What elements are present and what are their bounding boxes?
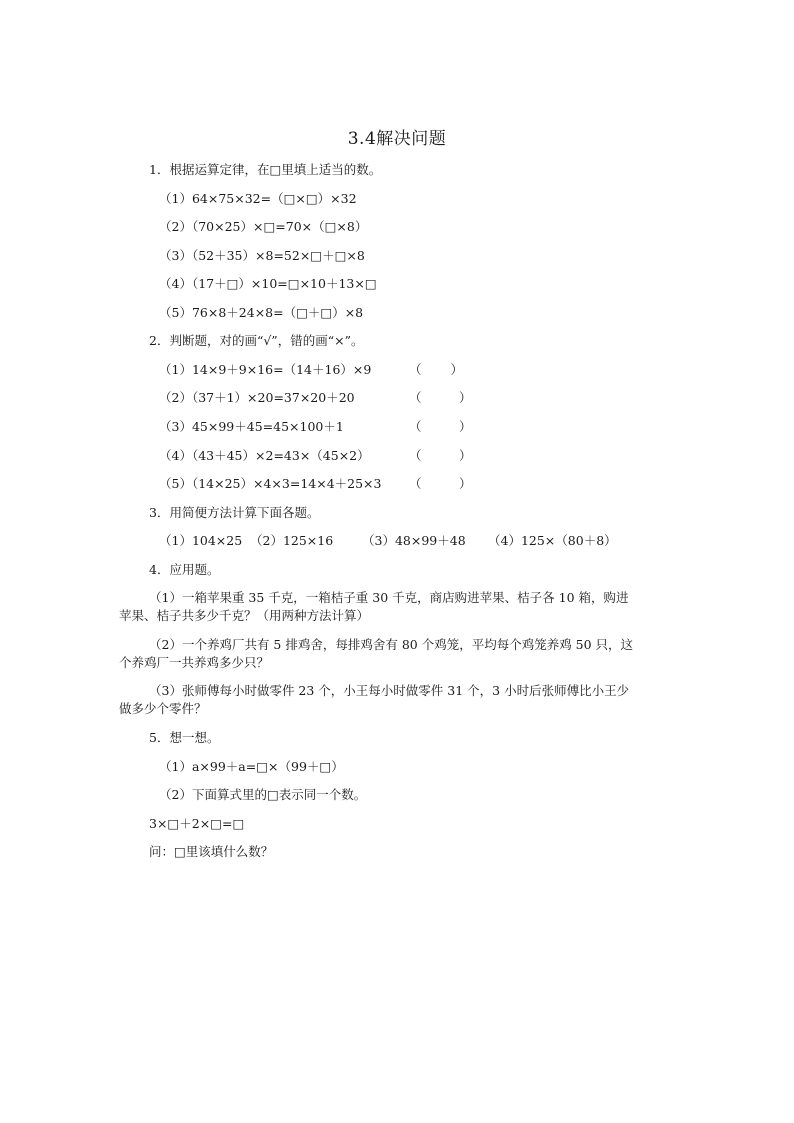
section2-heading: 2．判断题，对的画“√”，错的画“×”。 [149,333,364,348]
word-problem-line: （1）一箱苹果重 35 千克，一箱桔子重 30 千克，商店购进苹果、桔子各 10 箱，购进 [149,590,629,605]
section3-heading: 3．用简便方法计算下面各题。 [149,505,320,520]
judge-item: （1）14×9＋9×16=（14＋16）×9 [159,362,372,377]
judge-item: （5）（14×25）×4×3=14×4＋25×3 [159,476,382,491]
word-problem-line: 苹果、桔子共多少千克？（用两种方法计算） [119,608,370,623]
judge-item: （2）（37＋1）×20=37×20＋20 [159,390,355,405]
calc-item: （4）125×（80＋8） [488,533,617,548]
answer-blank[interactable]: （ ） [409,362,463,377]
calc-item: （3）48×99＋48 [362,533,466,548]
page-title: 3.4解决问题 [347,129,447,149]
answer-blank[interactable]: （ ） [409,448,472,463]
answer-blank[interactable]: （ ） [409,390,472,405]
equation: 3×□＋2×□=□ [149,816,245,831]
word-problem-line: （3）张师傅每小时做零件 23 个，小王每小时做零件 31 个，3 小时后张师傅比小王少 [149,683,630,698]
answer-blank[interactable]: （ ） [409,419,472,434]
section4-heading: 4．应用题。 [149,562,220,577]
calc-item: （1）104×25 [159,533,243,548]
section1-item: （2）（70×25）×□=70×（□×8） [159,219,368,234]
judge-item: （4）（43＋45）×2=43×（45×2） [159,448,370,463]
section1-item: （1）64×75×32=（□×□）×32 [159,191,357,206]
calc-item: （2）125×16 [250,533,334,548]
section5-heading: 5．想一想。 [149,730,220,745]
word-problem-line: （2）一个养鸡厂共有 5 排鸡舍，每排鸡舍有 80 个鸡笼，平均每个鸡笼养鸡 50 只，这 [149,637,634,652]
section1-item: （3）（52＋35）×8=52×□＋□×8 [159,248,365,263]
word-problem-line: 个养鸡厂一共养鸡多少只？ [119,655,270,670]
word-problem-line: 做多少个零件？ [119,701,207,716]
section1-item: （5）76×8＋24×8=（□＋□）×8 [159,305,364,320]
think-item: （1）a×99＋a=□×（99＋□） [159,759,344,774]
judge-item: （3）45×99＋45=45×100＋1 [159,419,344,434]
think-item: （2）下面算式里的□表示同一个数。 [159,787,367,802]
section1-item: （4）（17＋□）×10=□×10＋13×□ [159,276,377,291]
answer-blank[interactable]: （ ） [409,476,472,491]
question: 问：□里该填什么数？ [149,844,274,859]
section1-heading: 1．根据运算定律，在□里填上适当的数。 [149,162,382,177]
